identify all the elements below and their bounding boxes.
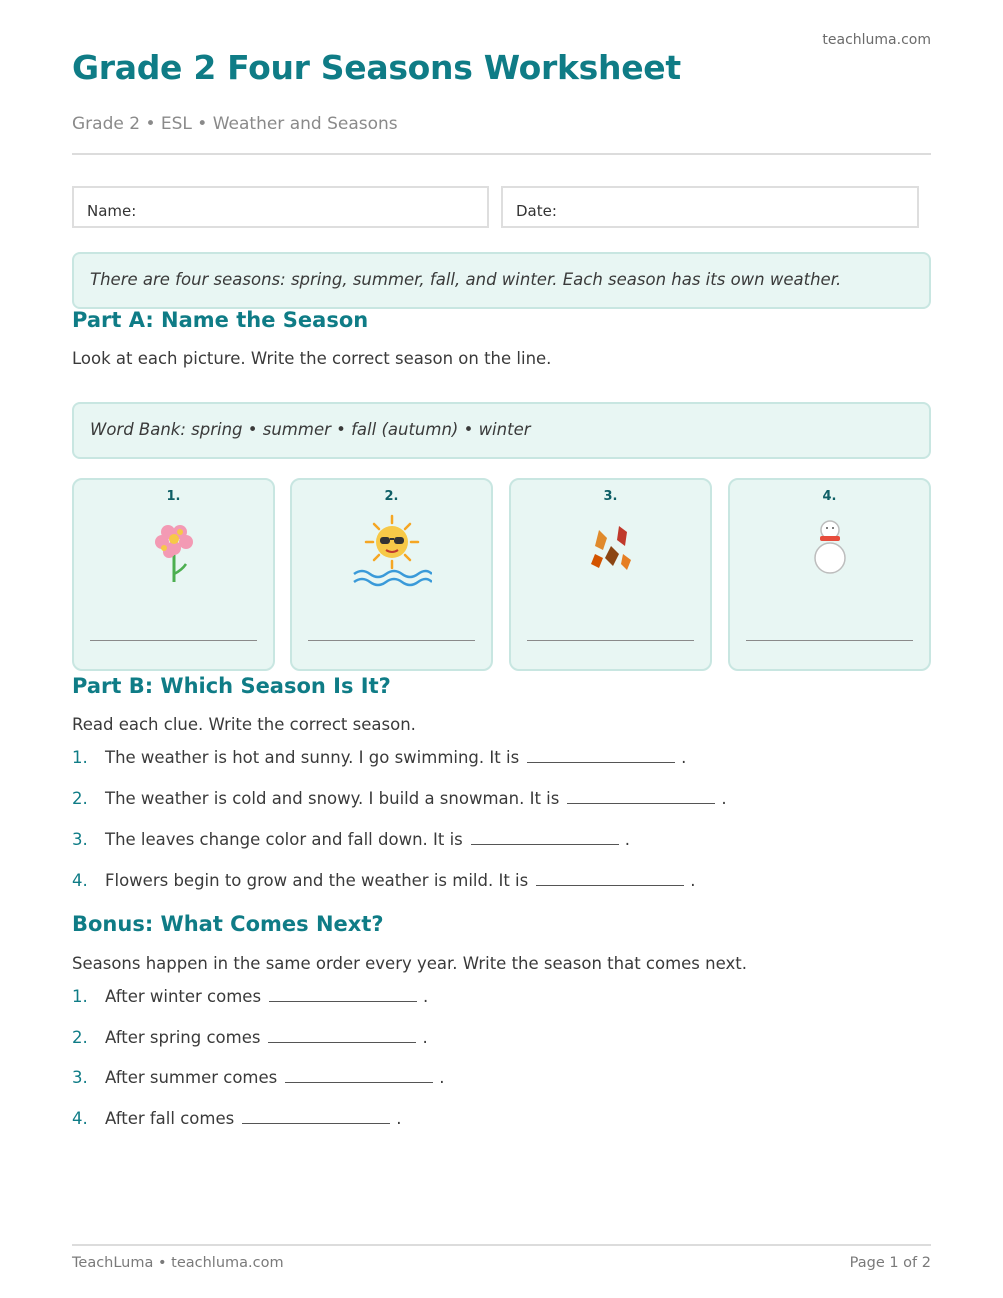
question-text: The weather is cold and snowy. I build a snowman. It is . [105,789,727,808]
answer-line[interactable] [90,640,257,641]
card-number: 3. [603,489,618,504]
question-number: 1. [72,748,88,767]
bonus-heading: Bonus: What Comes Next? [72,912,384,936]
name-field[interactable] [72,186,489,228]
answer-blank[interactable] [471,843,619,845]
question-text: The weather is hot and sunny. I go swimming. It is . [105,748,687,767]
answer-blank[interactable] [536,884,684,886]
intro-note: There are four seasons: spring, summer, fall, and winter. Each season has its own weather. [72,252,931,309]
question-text: After spring comes . [105,1028,428,1047]
answer-blank[interactable] [527,761,675,763]
question-text: The leaves change color and fall down. It is . [105,830,631,849]
answer-blank[interactable] [268,1041,416,1043]
picture-card-3 [509,478,712,671]
answer-line[interactable] [746,640,913,641]
answer-blank[interactable] [285,1081,433,1083]
question-number: 1. [72,987,88,1006]
card-number: 2. [384,489,399,504]
picture-card-2 [290,478,493,671]
flower-icon [134,510,214,590]
answer-blank[interactable] [269,1000,417,1002]
sun-with-sunglasses-and-waves-icon [352,510,432,590]
page-subtitle: Grade 2 • ESL • Weather and Seasons [72,114,398,134]
question-number: 2. [72,789,88,808]
question-number: 3. [72,830,88,849]
question-text: After winter comes . [105,987,429,1006]
part-a-heading: Part A: Name the Season [72,308,369,332]
card-number: 1. [166,489,181,504]
bonus-instructions: Seasons happen in the same order every year. Write the season that comes next. [72,954,747,973]
question-number: 4. [72,1109,88,1128]
date-field[interactable] [501,186,919,228]
question-text: After summer comes . [105,1068,445,1087]
picture-card-4 [728,478,931,671]
snowman-icon [790,510,870,590]
word-bank: Word Bank: spring • summer • fall (autumn) • winter [72,402,931,459]
name-label: Name: [87,202,137,220]
site-url: teachluma.com [822,32,931,48]
question-number: 3. [72,1068,88,1087]
answer-line[interactable] [308,640,475,641]
answer-blank[interactable] [242,1122,390,1124]
part-b-instructions: Read each clue. Write the correct season. [72,715,416,734]
question-number: 4. [72,871,88,890]
page-number: Page 1 of 2 [849,1255,931,1271]
part-b-heading: Part B: Which Season Is It? [72,674,391,698]
footer-brand: TeachLuma • teachluma.com [72,1255,284,1271]
answer-line[interactable] [527,640,694,641]
date-label: Date: [516,202,557,220]
picture-card-1 [72,478,275,671]
footer-divider [72,1244,931,1246]
question-text: After fall comes . [105,1109,402,1128]
card-number: 4. [822,489,837,504]
question-text: Flowers begin to grow and the weather is mild. It is . [105,871,696,890]
answer-blank[interactable] [567,802,715,804]
page-title: Grade 2 Four Seasons Worksheet [72,48,681,87]
header-divider [72,153,931,155]
part-a-instructions: Look at each picture. Write the correct season on the line. [72,349,552,368]
question-number: 2. [72,1028,88,1047]
autumn-leaves-icon [571,510,651,590]
